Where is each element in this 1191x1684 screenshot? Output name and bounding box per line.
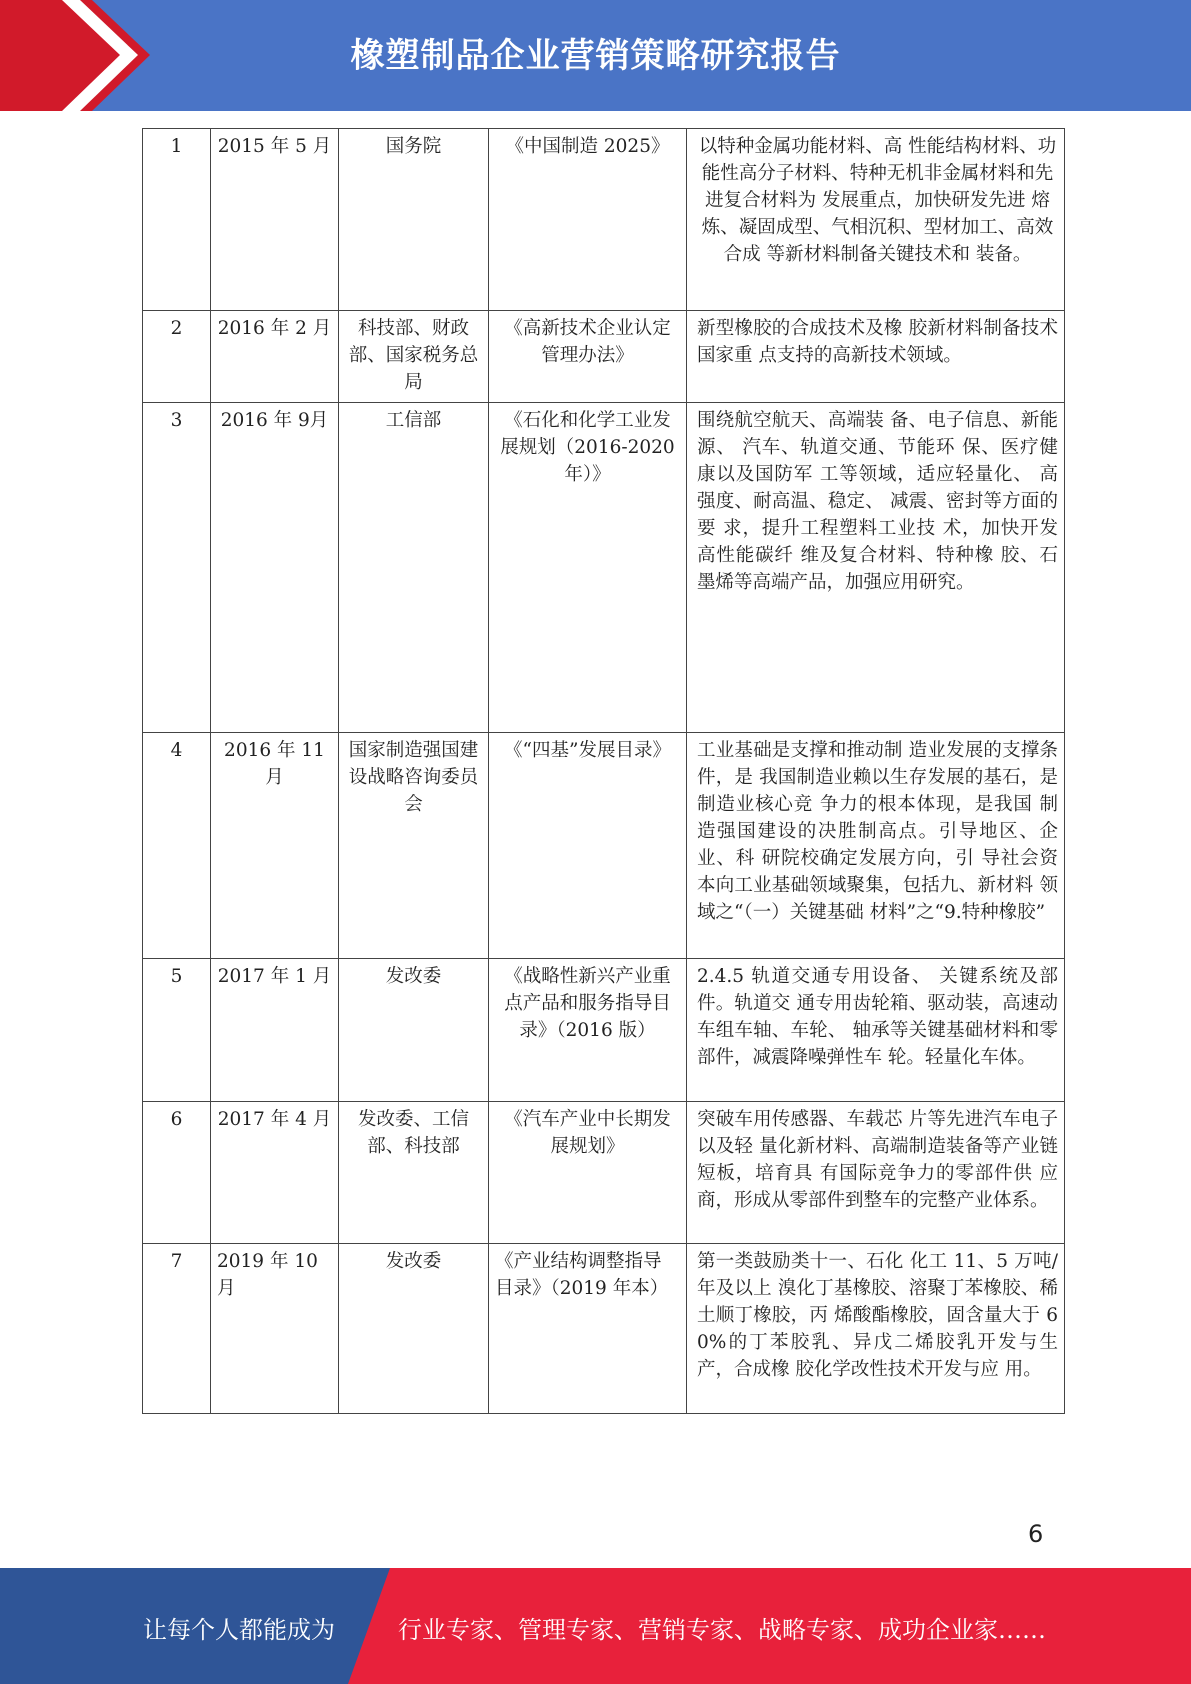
table-row xyxy=(143,311,1065,403)
issuing-department: 科技部、财政部、国家税务总 局 xyxy=(339,311,489,403)
policy-content: 工业基础是支撑和推动制 造业发展的支撑条件，是 我国制造业赖以生存发展的基石，是制造业核心竞 争力的根本体现，是我国 制造强国建设的决胜制高点。引导地区、企业、科 研院校确定发展方向，引 导社会资本向工业基础领域聚集，包括九、新材料 领域之“（一）关键基础 材料”之“9.特种橡胶” xyxy=(687,733,1065,959)
table-row xyxy=(143,403,1065,733)
table-row xyxy=(143,959,1065,1102)
row-number: 5 xyxy=(143,959,211,1102)
issuing-department: 工信部 xyxy=(339,403,489,733)
row-number: 6 xyxy=(143,1102,211,1244)
policy-document: 《汽车产业中长期发 展规划》 xyxy=(489,1102,687,1244)
table-row xyxy=(143,1102,1065,1244)
policy-table xyxy=(142,128,1065,1414)
issue-date: 2016 年 11 月 xyxy=(211,733,339,959)
policy-content: 围绕航空航天、高端装 备、电子信息、新能源、 汽车、轨道交通、节能环 保、医疗健康以及国防军 工等领域，适应轻量化、 高强度、耐高温、稳定、 减震、密封等方面的要 求，提升工程塑料工业技 术，加快开发高性能碳纤 维及复合材料、特种橡 胶、石墨烯等高端产品，加强应用研究。 xyxy=(687,403,1065,733)
policy-content: 第一类鼓励类十一、石化 化工 11、5 万吨/年及以上 溴化丁基橡胶、溶聚丁苯橡胶、稀土顺丁橡胶，丙 烯酸酯橡胶，固含量大于 60%的丁苯胶乳、异戊二烯胶乳开发与生产，合成橡 胶化学改性技术开发与应 用。 xyxy=(687,1244,1065,1414)
footer-slogan-left: 让每个人都能成为 xyxy=(143,1616,335,1644)
policy-document: 《中国制造 2025》 xyxy=(489,129,687,311)
policy-content: 2.4.5 轨道交通专用设备、 关键系统及部件。轨道交 通专用齿轮箱、驱动装，高速动车组车轴、车轮、 轴承等关键基础材料和零 部件，减震降噪弹性车 轮。轻量化车体。 xyxy=(687,959,1065,1102)
page-footer xyxy=(0,1568,1191,1684)
row-number: 1 xyxy=(143,129,211,311)
row-number: 2 xyxy=(143,311,211,403)
issue-date: 2015 年 5 月 xyxy=(211,129,339,311)
policy-document: 《“四基”发展目录》 xyxy=(489,733,687,959)
issue-date: 2019 年 10 月 xyxy=(211,1244,339,1414)
issue-date: 2017 年 1 月 xyxy=(211,959,339,1102)
issuing-department: 发改委、工信部、科技部 xyxy=(339,1102,489,1244)
policy-content: 突破车用传感器、车载芯 片等先进汽车电子以及轻 量化新材料、高端制造装备等产业链短板，培育具 有国际竞争力的零部件供 应商，形成从零部件到整车的完整产业体系。 xyxy=(687,1102,1065,1244)
policy-document: 《产业结构调整指导 目录》（2019 年本） xyxy=(489,1244,687,1414)
page-number: 6 xyxy=(1028,1520,1044,1548)
table-row xyxy=(143,1244,1065,1414)
issue-date: 2017 年 4 月 xyxy=(211,1102,339,1244)
policy-document: 《石化和化学工业发 展规划（2016-2020 年）》 xyxy=(489,403,687,733)
page-header xyxy=(0,0,1191,111)
table-row xyxy=(143,733,1065,959)
row-number: 3 xyxy=(143,403,211,733)
policy-content: 以特种金属功能材料、高 性能结构材料、功能性高分子材料、特种无机非金属材料和先进复合材料为 发展重点，加快研发先进 熔炼、凝固成型、气相沉积、型材加工、高效合成 等新材料制备关键技术和 装备。 xyxy=(687,129,1065,311)
issuing-department: 发改委 xyxy=(339,959,489,1102)
row-number: 7 xyxy=(143,1244,211,1414)
policy-document: 《高新技术企业认定 管理办法》 xyxy=(489,311,687,403)
row-number: 4 xyxy=(143,733,211,959)
report-title: 橡塑制品企业营销策略研究报告 xyxy=(350,36,841,76)
issue-date: 2016 年 2 月 xyxy=(211,311,339,403)
table-row xyxy=(143,129,1065,311)
policy-content: 新型橡胶的合成技术及橡 胶新材料制备技术国家重 点支持的高新技术领域。 xyxy=(687,311,1065,403)
footer-slogan-right: 行业专家、管理专家、营销专家、战略专家、成功企业家…… xyxy=(398,1616,1046,1644)
issuing-department: 发改委 xyxy=(339,1244,489,1414)
issue-date: 2016 年 9月 xyxy=(211,403,339,733)
policy-document: 《战略性新兴产业重 点产品和服务指导目 录》（2016 版） xyxy=(489,959,687,1102)
issuing-department: 国家制造强国建 设战略咨询委员 会 xyxy=(339,733,489,959)
issuing-department: 国务院 xyxy=(339,129,489,311)
